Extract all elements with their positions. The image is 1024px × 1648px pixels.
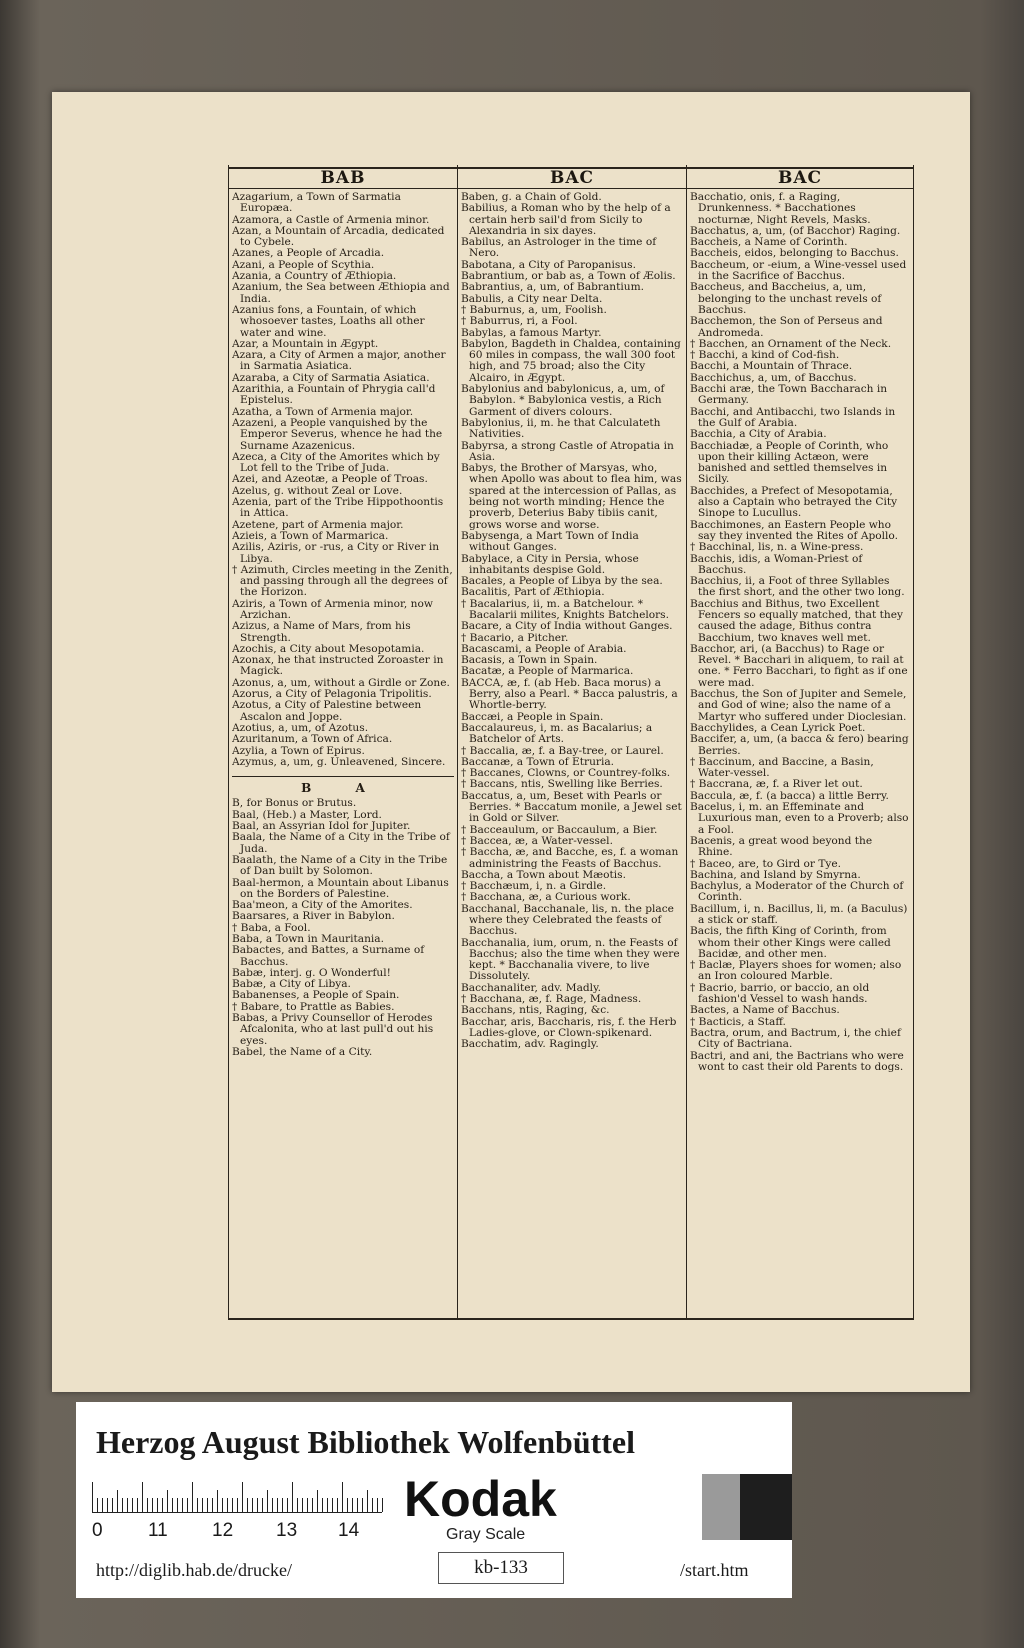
dictionary-entry: Bacchylides, a Cean Lyrick Poet. (690, 721, 866, 734)
dictionary-entry: † Babare, to Prattle as Babies. (232, 1000, 395, 1013)
ruler-tick (352, 1498, 353, 1512)
dictionary-entry: Babactes, and Battes, a Surname of Bacchus. (232, 944, 425, 968)
dictionary-entry: Azylia, a Town of Epirus. (232, 744, 365, 757)
dictionary-entry: Azenia, part of the Tribe Hippothoontis in Attica. (232, 496, 444, 520)
dictionary-entry: Bactes, a Name of Bacchus. (690, 1004, 840, 1017)
dictionary-entry: Azazeni, a People vanquished by the Emperor Severus, whence he had the Surname Azazenicus. (232, 416, 443, 452)
dictionary-entry: Azamora, a Castle of Armenia minor. (232, 213, 430, 226)
ruler-tick (182, 1498, 183, 1512)
ruler-tick (167, 1490, 168, 1512)
entries-b-babel (232, 798, 454, 1058)
ruler-tick (242, 1482, 243, 1512)
dictionary-entry: Azatha, a Town of Armenia major. (232, 405, 414, 418)
ruler-tick (187, 1498, 188, 1512)
section-heading-ba: B A (301, 781, 385, 796)
ruler-tick (367, 1490, 368, 1512)
dictionary-entry: Bacascami, a People of Arabia. (461, 642, 627, 655)
dictionary-entry: Azani, a People of Scythia. (232, 258, 375, 271)
dictionary-entry: Azieis, a Town of Marmarica. (232, 529, 389, 542)
dictionary-entry: † Baburnus, a, um, Foolish. (461, 303, 607, 316)
dictionary-entry: Baal, an Assyrian Idol for Jupiter. (232, 820, 411, 833)
ruler-tick (282, 1498, 283, 1512)
ruler-tick (107, 1498, 108, 1512)
dictionary-entry: Azagarium, a Town of Sarmatia Europæa. (232, 192, 401, 215)
dictionary-entry: Bacchis, idis, a Woman-Priest of Bacchus. (690, 552, 863, 576)
dictionary-entry: Babylon, Bagdeth in Chaldea, containing 60 miles in compass, the wall 300 foot high, and 75 broad; also the City Alcairo, in Ægypt. (461, 337, 681, 384)
ruler-number: 0 (92, 1520, 103, 1541)
dictionary-entry: † Baccea, æ, a Water-vessel. (461, 834, 613, 847)
gray-swatch-black (740, 1474, 792, 1540)
dictionary-entry: Bacchanalia, ium, orum, n. the Feasts of Bacchus; also the time when they were kept. * Bacchanalia vivere, to live Dissolutely. (461, 936, 680, 983)
ruler-tick (267, 1490, 268, 1512)
dictionary-entry: Bacchus, the Son of Jupiter and Semele, and God of wine; also the name of a Martyr who suffered under Dioclesian. (690, 688, 907, 723)
ruler-tick (317, 1490, 318, 1512)
ruler-tick (192, 1482, 193, 1512)
column-header-3: BAC (777, 168, 823, 188)
dictionary-entry: Bacchanaliter, adv. Madly. (461, 981, 602, 994)
ruler-tick (172, 1498, 173, 1512)
dictionary-entry: Bacatæ, a People of Marmarica. (461, 665, 634, 678)
dictionary-entry: Azizus, a Name of Mars, from his Strength. (232, 620, 411, 644)
dictionary-entry: Baa'meon, a City of the Amorites. (232, 899, 413, 912)
ruler-number: 14 (338, 1520, 360, 1541)
ruler-tick (372, 1498, 373, 1512)
dictionary-entry: Baccheum, or -eium, a Wine-vessel used in the Sacrifice of Bacchus. (690, 258, 907, 283)
ruler-tick (212, 1498, 213, 1512)
dictionary-entry: Babilus, an Astrologer in the time of Nero. (461, 236, 657, 260)
dictionary-entry: Bacales, a People of Libya by the sea. (461, 575, 663, 588)
section-divider (232, 776, 454, 777)
dictionary-entry: Babysenga, a Mart Town of India without Ganges. (461, 529, 639, 554)
ruler-tick (142, 1482, 143, 1512)
dictionary-entry: Babæ, interj. g. O Wonderful! (232, 966, 391, 979)
dictionary-entry: † Baba, a Fool. (232, 921, 311, 934)
dictionary-entry: Azuritanum, a Town of Africa. (232, 733, 393, 746)
dictionary-entry: Babys, the Brother of Marsyas, who, when Apollo was about to flea him, was spared at the intercession of Pallas, as being not worth minding; Hence the proverb, Deterius Baby tibiis canit, grows worse and worse. (461, 462, 682, 531)
dictionary-entry: † Bacchinal, lis, n. a Wine-press. (690, 541, 864, 554)
ruler-number: 11 (148, 1520, 168, 1541)
frame-bottom-rule (228, 1318, 914, 1320)
dictionary-entry: Azar, a Mountain in Ægypt. (232, 337, 379, 350)
dictionary-entry: † Baccha, æ, and Bacche, es, f. a woman administring the Feasts of Bacchus. (461, 846, 679, 870)
dictionary-entry: Babylonius, ii, m. he that Calculateth Nativities. (461, 416, 661, 441)
ruler-tick (112, 1498, 113, 1512)
dictionary-entry: Azonus, a, um, without a Girdle or Zone. (232, 676, 450, 689)
ruler-tick (222, 1498, 223, 1512)
ruler-tick (152, 1498, 153, 1512)
dictionary-entry: Azaraba, a City of Sarmatia Asiatica. (232, 371, 430, 384)
dictionary-entry: Bactra, orum, and Bactrum, i, the chief City of Bactriana. (690, 1026, 901, 1051)
ruler-tick (247, 1498, 248, 1512)
dictionary-entry: Bacenis, a great wood beyond the Rhine. (690, 834, 873, 859)
ruler-tick (287, 1498, 288, 1512)
column-1 (232, 192, 454, 1314)
dictionary-entry: Babrantium, or bab as, a Town of Æolis. (461, 270, 676, 283)
dictionary-entry: Bacillum, i, n. Bacillus, li, m. (a Baculus) a stick or staff. (690, 902, 908, 926)
dictionary-entry: Azotius, a, um, of Azotus. (232, 721, 369, 734)
dictionary-entry: Baben, g. a Chain of Gold. (461, 192, 602, 203)
dictionary-entry: Baccalaureus, i, m. as Bacalarius; a Batchelor of Arts. (461, 721, 653, 746)
dictionary-entry: Baccheis, a Name of Corinth. (690, 236, 848, 249)
dictionary-entry: Azotus, a City of Palestine between Ascalon and Joppe. (232, 699, 422, 723)
dictionary-entry: Bacchimones, an Eastern People who say they invented the Rites of Apollo. (690, 518, 898, 542)
entries-azagarium-azymus (232, 192, 454, 768)
gray-scale-label: Gray Scale (446, 1526, 526, 1543)
ruler-tick (217, 1490, 218, 1512)
dictionary-entry: Azetene, part of Armenia major. (232, 518, 404, 531)
dictionary-entry: Azei, and Azeotæ, a People of Troas. (232, 473, 428, 486)
ruler-tick (177, 1498, 178, 1512)
dictionary-entry: Baal, (Heb.) a Master, Lord. (232, 808, 382, 821)
column-rule-1 (457, 165, 458, 1320)
dictionary-entry: Baccæi, a People in Spain. (461, 710, 604, 723)
dictionary-entry: Azan, a Mountain of Arcadia, dedicated to Cybele. (232, 224, 445, 249)
ruler-tick (297, 1498, 298, 1512)
dictionary-entry: Bacchatim, adv. Ragingly. (461, 1038, 599, 1051)
library-color-card (76, 1402, 792, 1598)
dictionary-entry: Azanius fons, a Fountain, of which whosoever tastes, Loaths all other water and wine. (232, 303, 425, 339)
dictionary-entry: Bacare, a City of India without Ganges. (461, 620, 673, 633)
dictionary-entry: Bacchor, ari, (a Bacchus) to Rage or Revel. * Bacchari in aliquem, to rail at one. * Ferro Bacchari, to fight as if one were mad. (690, 642, 908, 689)
dictionary-entry: Azorus, a City of Pelagonia Tripolitis. (232, 688, 432, 701)
dictionary-entry: † Azimuth, Circles meeting in the Zenith, and passing through all the degrees of the Horizon. (232, 563, 453, 599)
dictionary-entry: Bacchemon, the Son of Perseus and Andromeda. (690, 315, 883, 339)
dictionary-entry: Babrantius, a, um, of Babrantium. (461, 281, 645, 294)
dictionary-entry: Azonax, he that instructed Zoroaster in Magick. (232, 654, 444, 678)
dictionary-entry: Baala, the Name of a City in the Tribe of Juda. (232, 831, 450, 855)
dictionary-entry: † Baburrus, ri, a Fool. (461, 315, 578, 328)
dictionary-entry: Babyrsa, a strong Castle of Atropatia in Asia. (461, 439, 674, 463)
ruler-tick (277, 1498, 278, 1512)
dictionary-entry: Azeca, a City of the Amorites which by Lot fell to the Tribe of Juda. (232, 450, 440, 475)
dictionary-entry: Bacchi, and Antibacchi, two Islands in the Gulf of Arabia. (690, 405, 896, 429)
dictionary-entry: Aziris, a Town of Armenia minor, now Arzichan. (232, 597, 433, 621)
dictionary-entry: † Bacchæum, i, n. a Girdle. (461, 880, 607, 893)
ruler-tick (227, 1498, 228, 1512)
ruler-tick (232, 1498, 233, 1512)
ruler-tick (362, 1498, 363, 1512)
dictionary-entry: † Bacceaulum, or Baccaulum, a Bier. (461, 823, 658, 836)
dictionary-entry: Baarsares, a River in Babylon. (232, 910, 395, 923)
dictionary-entry: Babotana, a City of Paropanisus. (461, 258, 636, 271)
dictionary-entry: Bacchar, aris, Baccharis, ris, f. the Herb Ladies-glove, or Clown-spikenard. (461, 1015, 677, 1039)
dictionary-entry: † Bacario, a Pitcher. (461, 631, 569, 644)
dictionary-entry: Azara, a City of Armen a major, another in Sarmatia Asiatica. (232, 349, 446, 373)
kodak-logo: Kodak (404, 1471, 557, 1527)
ruler-tick (262, 1498, 263, 1512)
dictionary-entry: † Bacchana, æ, a Curious work. (461, 891, 631, 904)
ruler-number: 12 (212, 1520, 234, 1541)
ruler-tick (342, 1482, 343, 1512)
dictionary-entry: † Baclæ, Players shoes for women; also an Iron coloured Marble. (690, 959, 902, 983)
ruler-tick (157, 1498, 158, 1512)
dictionary-entry: Babel, the Name of a City. (232, 1045, 373, 1058)
dictionary-entry: Baba, a Town in Mauritania. (232, 933, 384, 945)
dictionary-entry: Babulis, a City near Delta. (461, 292, 603, 305)
dictionary-entry: Bacchatio, onis, f. a Raging, Drunkenness. * Bacchationes nocturnæ, Night Revels, Masks. (690, 192, 871, 226)
ruler-tick (382, 1498, 383, 1512)
ruler-tick (322, 1498, 323, 1512)
dictionary-entry: Baccheus, and Baccheius, a, um, belonging to the unchast revels of Bacchus. (690, 281, 882, 316)
dictionary-entry: Baalath, the Name of a City in the Tribe of Dan built by Solomon. (232, 853, 448, 878)
gray-swatch-mid (702, 1474, 740, 1540)
dictionary-entry: Babas, a Privy Counsellor of Herodes Afcalonita, who at last pull'd out his eyes. (232, 1012, 434, 1047)
dictionary-entry: Babanenses, a People of Spain. (232, 989, 400, 1002)
dictionary-entry: Azarithia, a Fountain of Phrygia call'd Epistelus. (232, 383, 436, 407)
ruler-tick (97, 1498, 98, 1512)
dictionary-entry: Bacalitis, Part of Æthiopia. (461, 586, 605, 599)
dictionary-entry: Bacis, the fifth King of Corinth, from whom their other Kings were called Bacidæ, and other men. (690, 925, 891, 960)
library-name: Herzog August Bibliothek Wolfenbüttel (96, 1424, 636, 1460)
gray-swatch-white (656, 1474, 702, 1540)
dictionary-entry: Azelus, g. without Zeal or Love. (232, 484, 403, 497)
dictionary-entry: BACCA, æ, f. (ab Heb. Baca morus) a Berry, also a Pearl. * Bacca palustris, a Whortle-berry. (461, 676, 678, 712)
column-2 (461, 192, 683, 1314)
dictionary-entry: Bacchatus, a, um, (of Bacchor) Raging. (690, 224, 901, 237)
dictionary-entry: Azilis, Aziris, or -rus, a City or River in Libya. (232, 541, 440, 565)
dictionary-entry: † Baccrana, æ, f. a River let out. (690, 778, 863, 791)
dictionary-entry: Bacelus, i, m. an Effeminate and Luxurious man, even to a Proverb; also a Fool. (690, 801, 909, 836)
ruler-tick (292, 1482, 293, 1512)
dictionary-entry: Baccula, æ, f. (a bacca) a little Berry. (690, 789, 889, 802)
dictionary-entry: † Bacrio, barrio, or baccio, an old fashion'd Vessel to wash hands. (690, 981, 870, 1006)
dictionary-entry: Bacchides, a Prefect of Mesopotamia, also a Captain who betrayed the City Sinope to Lucullus. (690, 484, 898, 520)
url-right: /start.htm (680, 1560, 749, 1580)
dictionary-entry: Baccheis, eidos, belonging to Bacchus. (690, 247, 899, 260)
frame-right-rule (913, 165, 914, 1320)
ruler-tick (252, 1498, 253, 1512)
dictionary-entry: Azanium, the Sea between Æthiopia and India. (232, 281, 450, 305)
ruler-numbers (86, 1520, 406, 1542)
dictionary-entry: Bacchans, ntis, Raging, &c. (461, 1004, 610, 1017)
ruler-number: 13 (276, 1520, 298, 1541)
ruler-tick (147, 1498, 148, 1512)
dictionary-entry: Bacchi aræ, the Town Baccharach in Germany. (690, 383, 888, 407)
ruler-tick (272, 1498, 273, 1512)
ruler-tick (127, 1498, 128, 1512)
column-rule-2 (686, 165, 687, 1320)
dictionary-entry: Azanes, a People of Arcadia. (232, 247, 385, 260)
header-rule (228, 188, 914, 189)
dictionary-entry: Babylas, a famous Martyr. (461, 326, 602, 339)
ruler-tick (132, 1498, 133, 1512)
ruler-tick (202, 1498, 203, 1512)
ruler-tick (327, 1498, 328, 1512)
ruler-tick (347, 1498, 348, 1512)
dictionary-entry: † Baccinum, and Baccine, a Basin, Water-vessel. (690, 755, 874, 780)
dictionary-entry: Bachina, and Island by Smyrna. (690, 868, 861, 881)
card-code: kb-133 (438, 1552, 564, 1584)
dictionary-entry: † Baccans, ntis, Swelling like Berries. (461, 778, 663, 791)
ruler-tick (332, 1498, 333, 1512)
dictionary-entry: Baccha, a Town about Mæotis. (461, 868, 626, 881)
url-left: http://diglib.hab.de/drucke/ (96, 1560, 292, 1580)
ruler (92, 1480, 382, 1513)
dictionary-entry: Azochis, a City about Mesopotamia. (232, 642, 425, 655)
ruler-tick (237, 1498, 238, 1512)
dictionary-entry: † Bacchi, a kind of Cod-fish. (690, 349, 840, 362)
ruler-tick (102, 1498, 103, 1512)
ruler-tick (162, 1498, 163, 1512)
ruler-tick (117, 1490, 118, 1512)
dictionary-entry: Babilius, a Roman who by the help of a certain herb sail'd from Sicily to Alexandria in six dayes. (461, 202, 671, 237)
frame-left-rule (228, 165, 229, 1320)
ruler-tick (92, 1482, 93, 1512)
dictionary-entry: Bacchia, a City of Arabia. (690, 428, 827, 441)
column-header-1: BAB (320, 168, 366, 188)
ruler-tick (207, 1498, 208, 1512)
dictionary-entry: † Baccalia, æ, f. a Bay-tree, or Laurel. (461, 744, 664, 757)
column-header-2: BAC (549, 168, 595, 188)
ruler-tick (302, 1498, 303, 1512)
dictionary-entry: † Baceo, are, to Gird or Tye. (690, 857, 842, 870)
dictionary-entry: Bacchius, ii, a Foot of three Syllables the first short, and the other two long. (690, 575, 905, 599)
dictionary-entry: Baccatus, a, um, Beset with Pearls or Berries. * Baccatum monile, a Jewel set in Gold or Silver. (461, 789, 682, 825)
dictionary-entry: Bacasis, a Town in Spain. (461, 654, 598, 667)
ruler-tick (197, 1498, 198, 1512)
dictionary-entry: Bacchanal, Bacchanale, lis, n. the place where they Celebrated the feasts of Bacchus. (461, 902, 674, 938)
dictionary-entry: † Bacchen, an Ornament of the Neck. (690, 337, 892, 350)
dictionary-entry: B, for Bonus or Brutus. (232, 797, 357, 810)
dictionary-entry: Babylonius and babylonicus, a, um, of Babylon. * Babylonica vestis, a Rich Garment of divers colours. (461, 383, 665, 418)
dictionary-entry: Baal-hermon, a Mountain about Libanus on the Borders of Palestine. (232, 876, 449, 900)
dictionary-entry: Baccanæ, a Town of Etruria. (461, 755, 615, 768)
dictionary-entry: Bacchius and Bithus, two Excellent Fencers so equally matched, that they caused the adage, Bithus contra Bacchium, two knaves well met. (690, 597, 903, 644)
ruler-tick (377, 1498, 378, 1512)
dictionary-entry: Bachylus, a Moderator of the Church of Corinth. (690, 880, 904, 904)
ruler-tick (312, 1498, 313, 1512)
ruler-tick (337, 1498, 338, 1512)
dictionary-entry: Azymus, a, um, g. Unleavened, Sincere. (232, 755, 446, 768)
ruler-tick (307, 1498, 308, 1512)
dictionary-entry: Azania, a Country of Æthiopia. (232, 270, 397, 283)
dictionary-entry: Bacchi, a Mountain of Thrace. (690, 360, 853, 373)
ruler-tick (257, 1498, 258, 1512)
dictionary-entry: † Bacalarius, ii, m. a Batchelour. * Bacalarii milites, Knights Batchelors. (461, 597, 669, 621)
dictionary-entry: † Bacticis, a Staff. (690, 1015, 786, 1028)
dictionary-entry: † Baccanes, Clowns, or Countrey-folks. (461, 767, 671, 780)
dictionary-entry: Bactri, and ani, the Bactrians who were wont to cast their old Parents to dogs. (690, 1049, 904, 1073)
dictionary-entry: Bacchiadæ, a People of Corinth, who upon their killing Actæon, were banished and settled themselves in Sicily. (690, 439, 889, 486)
ruler-tick (357, 1498, 358, 1512)
dictionary-entry: † Bacchana, æ, f. Rage, Madness. (461, 993, 642, 1006)
ruler-tick (137, 1498, 138, 1512)
dictionary-entry: Babæ, a City of Libya. (232, 978, 351, 991)
ruler-tick (122, 1498, 123, 1512)
column-3 (690, 192, 910, 1314)
dictionary-entry: Baccifer, a, um, (a bacca & fero) bearing Berries. (690, 733, 909, 757)
dictionary-entry: Babylace, a City in Persia, whose inhabitants despise Gold. (461, 552, 639, 576)
dictionary-entry: Bacchichus, a, um, of Bacchus. (690, 371, 857, 384)
